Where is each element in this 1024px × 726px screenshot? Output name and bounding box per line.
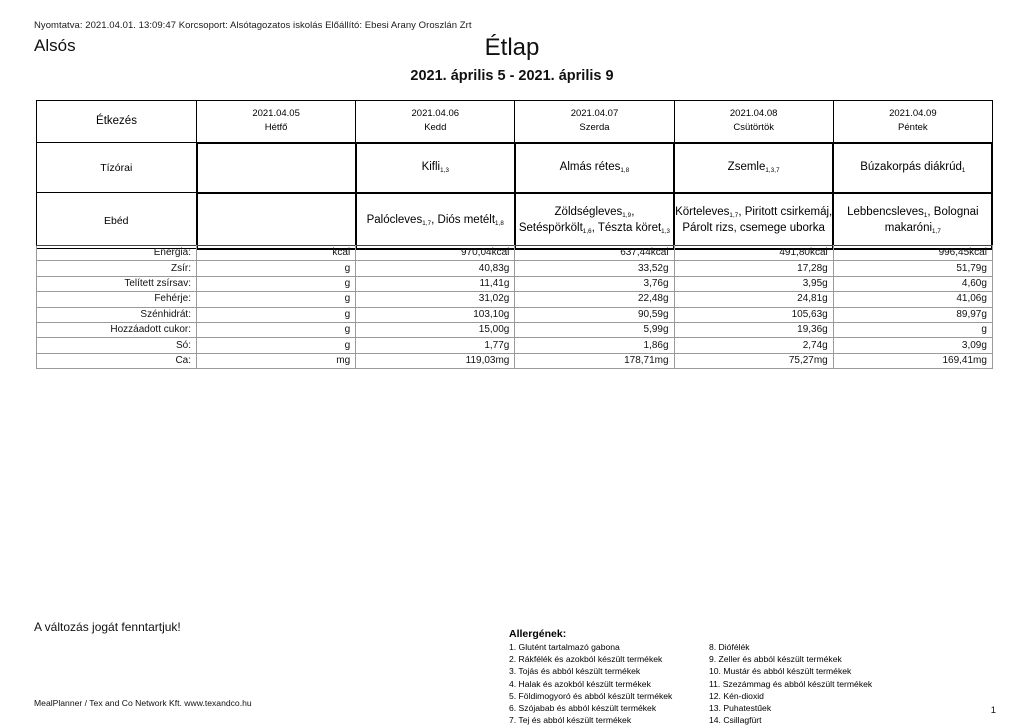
nutrition-value-cell: 15,00g	[356, 322, 515, 337]
weekly-menu-table	[36, 100, 993, 250]
nutrition-value-cell: 31,02g	[356, 292, 515, 307]
app-credit: MealPlanner / Tex and Co Network Kft. www.texandco.hu	[34, 698, 252, 708]
nutrition-value-cell: 119,03mg	[356, 353, 515, 368]
age-group-title: Alsós	[34, 36, 76, 55]
nutrition-table	[36, 245, 993, 369]
menu-meal-row	[37, 143, 993, 193]
nutrition-value-cell: 90,59g	[515, 307, 674, 322]
allergen-item: 6. Szójabab és abból készült termékek	[509, 703, 657, 714]
nutrition-value-cell: 1,86g	[515, 338, 674, 353]
menu-meal-cell: Lebbencsleves$_1$, Bolognai makaróni$_{1,7}$	[833, 193, 992, 249]
nutrition-value-cell: 5,99g	[515, 322, 674, 337]
nutrition-value-cell: 637,44kcal	[515, 246, 674, 261]
nutrition-row	[37, 246, 993, 261]
menu-day-name: Kedd	[424, 122, 447, 134]
nutrition-value-cell: 51,79g	[833, 261, 992, 276]
menu-day-header	[515, 101, 674, 143]
menu-day-name: Péntek	[898, 122, 928, 134]
nutrition-row	[37, 276, 993, 291]
nutrition-value-cell: 3,09g	[833, 338, 992, 353]
menu-meal-cell	[197, 143, 356, 193]
nutrition-row-label: Só:	[37, 338, 197, 353]
menu-meal-label: Ebéd	[37, 193, 197, 249]
nutrition-value-cell: g	[197, 276, 356, 291]
nutrition-value-cell: g	[197, 338, 356, 353]
nutrition-value-cell: 996,45kcal	[833, 246, 992, 261]
nutrition-value-cell: 2,74g	[674, 338, 833, 353]
menu-meal-cell	[197, 193, 356, 249]
nutrition-value-cell: mg	[197, 353, 356, 368]
print-metadata: Nyomtatva: 2021.04.01. 13:09:47 Korcsoport: Alsótagozatos iskolás Előállító: Ebesi Arany Oroszlán Zrt	[34, 20, 472, 31]
nutrition-value-cell: 75,27mg	[674, 353, 833, 368]
menu-meal-cell: Palócleves$_{1,7}$, Diós metélt$_{1,8}$	[356, 193, 515, 249]
nutrition-value-cell: kcal	[197, 246, 356, 261]
menu-day-date: 2021.04.08	[729, 107, 778, 119]
allergen-item: 13. Puhatestűek	[709, 703, 772, 714]
nutrition-value-cell: 24,81g	[674, 292, 833, 307]
page-title: Étlap	[484, 34, 540, 61]
nutrition-row	[37, 353, 993, 368]
allergen-item: 3. Tojás és abból készült termékek	[509, 666, 641, 677]
allergen-item: 5. Földimogyoró és abból készült termékek	[509, 690, 673, 701]
allergen-item: 2. Rákfélék és azokból készült termékek	[509, 654, 663, 665]
allergen-item: 14. Csillagfürt	[709, 715, 762, 726]
nutrition-value-cell: g	[197, 292, 356, 307]
nutrition-value-cell: 3,76g	[515, 276, 674, 291]
nutrition-row-label: Telített zsírsav:	[37, 276, 197, 291]
nutrition-value-cell: g	[833, 322, 992, 337]
allergen-item: 12. Kén-dioxid	[709, 690, 764, 701]
allergen-item: 11. Szezámmag és abból készült termékek	[709, 678, 873, 689]
menu-meal-cell: Zöldségleves$_{1,9}$, Setéspörkölt$_{1,6}$, Tészta köret$_{1,3}$	[515, 193, 674, 249]
nutrition-value-cell: 11,41g	[356, 276, 515, 291]
menu-day-header	[674, 101, 833, 143]
allergens-column-right	[709, 641, 959, 726]
menu-meal-label: Tízórai	[37, 143, 197, 193]
nutrition-value-cell: g	[197, 261, 356, 276]
allergen-item: 10. Mustár és abból készült termékek	[709, 666, 852, 677]
allergen-item: 8. Diófélék	[709, 642, 750, 652]
nutrition-row	[37, 322, 993, 337]
nutrition-value-cell: g	[197, 307, 356, 322]
menu-day-date: 2021.04.07	[570, 107, 619, 119]
menu-day-header	[197, 101, 356, 143]
allergens-legend-title: Allergének:	[509, 628, 567, 640]
menu-day-date: 2021.04.09	[889, 107, 937, 119]
nutrition-value-cell: g	[197, 322, 356, 337]
nutrition-value-cell: 89,97g	[833, 307, 992, 322]
nutrition-row-label: Ca:	[37, 353, 197, 368]
nutrition-value-cell: 17,28g	[674, 261, 833, 276]
nutrition-row-label: Hozzáadott cukor:	[37, 322, 197, 337]
menu-day-date: 2021.04.05	[252, 107, 300, 119]
menu-day-header	[833, 101, 992, 143]
nutrition-value-cell: 22,48g	[515, 292, 674, 307]
nutrition-value-cell: 33,52g	[515, 261, 674, 276]
allergen-item: 7. Tej és abból készült termékek	[509, 715, 632, 726]
nutrition-row-label: Fehérje:	[37, 292, 197, 307]
menu-day-name: Hétfő	[264, 122, 288, 134]
nutrition-row-label: Zsír:	[37, 261, 197, 276]
menu-corner-label: Étkezés	[37, 101, 197, 143]
menu-meal-cell: Kifli$_{1,3}$	[356, 143, 515, 193]
nutrition-row	[37, 292, 993, 307]
menu-day-name: Szerda	[579, 122, 610, 134]
nutrition-value-cell: 178,71mg	[515, 353, 674, 368]
nutrition-row	[37, 261, 993, 276]
date-range-subtitle: 2021. április 5 - 2021. április 9	[410, 68, 614, 84]
page-number: 1	[990, 705, 996, 716]
nutrition-value-cell: 103,10g	[356, 307, 515, 322]
change-notice: A változás jogát fenntartjuk!	[34, 620, 181, 634]
menu-meal-cell: Körteleves$_{1,7}$, Piritott csirkemáj, Párolt rizs, csemege uborka	[674, 193, 833, 249]
nutrition-row-label: Energia:	[37, 246, 197, 261]
allergens-column-left	[509, 641, 709, 726]
nutrition-value-cell: 40,83g	[356, 261, 515, 276]
menu-day-header	[356, 101, 515, 143]
allergen-item: 1. Glutént tartalmazó gabona	[509, 642, 620, 652]
allergen-item: 4. Halak és azokból készült termékek	[509, 678, 651, 689]
nutrition-value-cell: 3,95g	[674, 276, 833, 291]
nutrition-row-label: Szénhidrát:	[37, 307, 197, 322]
menu-meal-cell: Almás rétes$_{1,8}$	[515, 143, 674, 193]
nutrition-value-cell: 491,80kcal	[674, 246, 833, 261]
allergen-item: 9. Zeller és abból készült termékek	[709, 654, 842, 665]
menu-meal-cell: Zsemle$_{1,3,7}$	[674, 143, 833, 193]
nutrition-value-cell: 19,36g	[674, 322, 833, 337]
nutrition-value-cell: 169,41mg	[833, 353, 992, 368]
menu-day-date: 2021.04.06	[411, 107, 460, 119]
nutrition-value-cell: 970,04kcal	[356, 246, 515, 261]
nutrition-value-cell: 41,06g	[833, 292, 992, 307]
menu-header-row	[37, 101, 993, 143]
menu-day-name: Csütörtök	[733, 122, 774, 134]
menu-meal-cell: Búzakorpás diákrúd$_1$	[833, 143, 992, 193]
menu-meal-row	[37, 193, 993, 249]
nutrition-value-cell: 105,63g	[674, 307, 833, 322]
allergens-legend	[509, 628, 979, 726]
nutrition-value-cell: 4,60g	[833, 276, 992, 291]
nutrition-row	[37, 338, 993, 353]
nutrition-row	[37, 307, 993, 322]
nutrition-value-cell: 1,77g	[356, 338, 515, 353]
